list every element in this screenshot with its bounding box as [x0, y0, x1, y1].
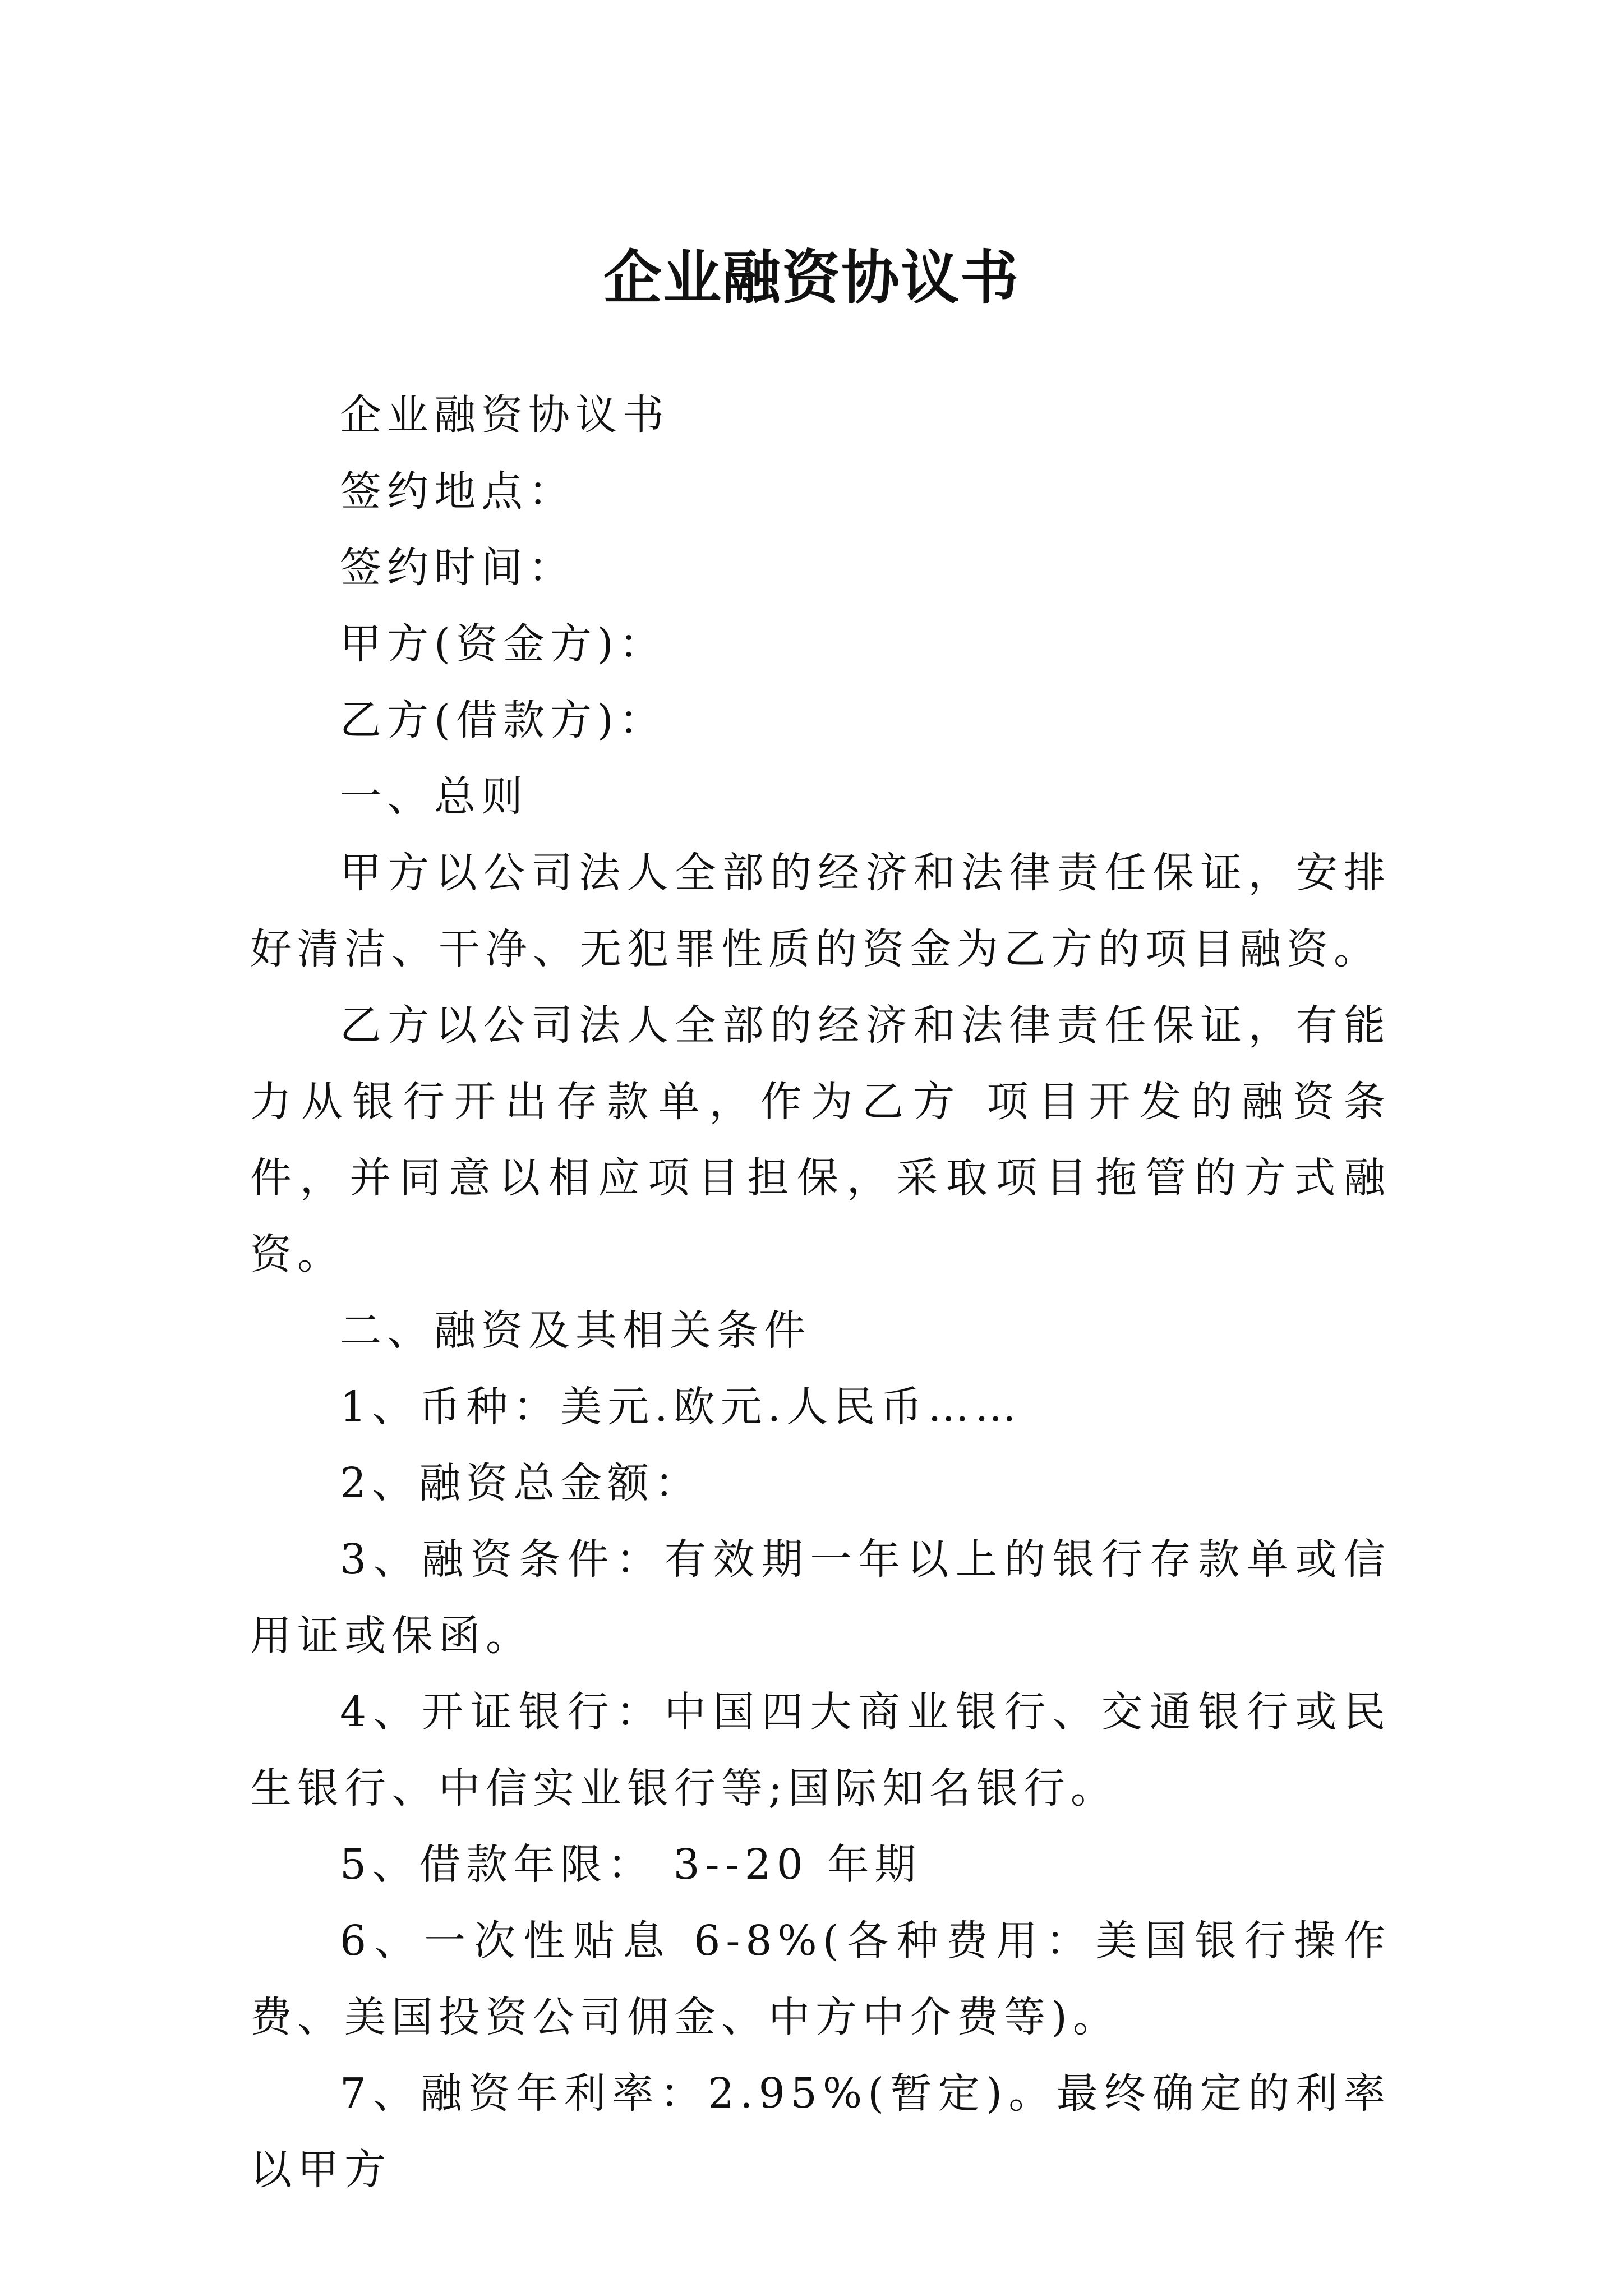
clause-interest-rate: 7、融资年利率：2.95%(暂定)。最终确定的利率以甲方	[250, 2069, 1391, 2194]
section-financing-heading: 二、融资及其相关条件	[340, 1306, 811, 1355]
document-body	[250, 377, 1391, 2208]
clause-discount: 6、一次性贴息 6-8%(各种费用：美国银行操作费、美国投资公司佣金、中方中介费等)。	[250, 1917, 1391, 2041]
section-general-heading: 一、总则	[340, 772, 528, 821]
paragraph-general-party-b: 乙方以公司法人全部的经济和法律责任保证，有能力从银行开出存款单，作为乙方 项目开发的融资条件，并同意以相应项目担保，采取项目拖管的方式融资。	[250, 1001, 1391, 1278]
paragraph-signing-time: 签约时间：	[340, 544, 575, 592]
paragraph-general-party-a: 甲方以公司法人全部的经济和法律责任保证，安排好清洁、干净、无犯罪性质的资金为乙方的项目融资。	[250, 849, 1391, 973]
document-title: 企业融资协议书	[603, 242, 1020, 312]
paragraph-heading: 企业融资协议书	[340, 391, 670, 439]
clause-total-amount: 2、融资总金额：	[340, 1459, 702, 1507]
paragraph-party-a: 甲方(资金方)：	[340, 620, 666, 668]
clause-currency: 1、币种：美元.欧元.人民币……	[340, 1383, 1022, 1431]
clause-conditions: 3、融资条件：有效期一年以上的银行存款单或信用证或保函。	[250, 1535, 1391, 1660]
clause-issuing-bank: 4、开证银行：中国四大商业银行、交通银行或民生银行、中信实业银行等;国际知名银行。	[250, 1688, 1391, 1812]
clause-loan-term: 5、借款年限： 3--20 年期	[340, 1841, 922, 1889]
paragraph-signing-place: 签约地点：	[340, 467, 575, 516]
paragraph-party-b: 乙方(借款方)：	[340, 696, 666, 744]
